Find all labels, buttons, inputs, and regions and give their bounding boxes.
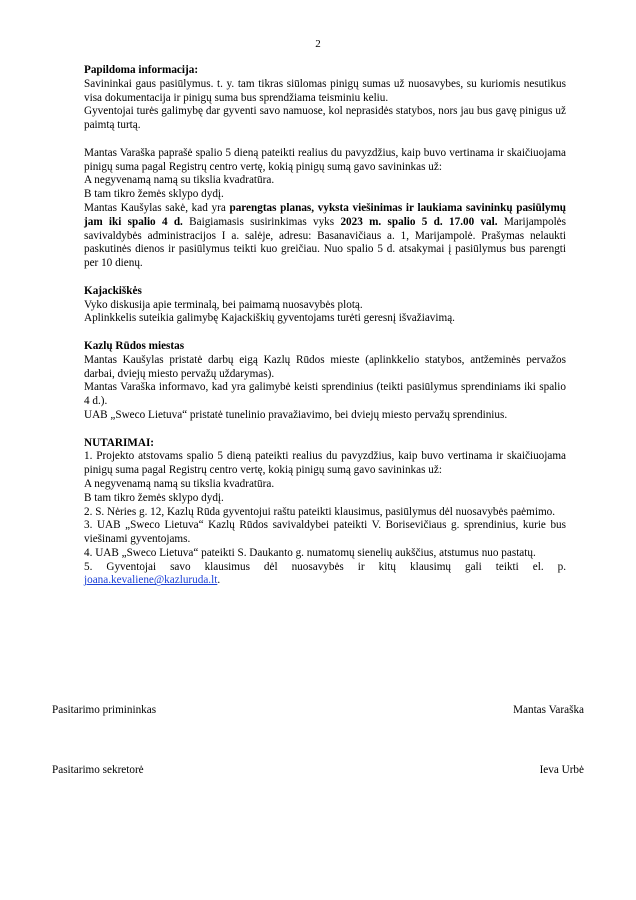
secretary-role: Pasitarimo sekretorė bbox=[52, 764, 144, 776]
text-run: Mantas Kaušylas sakė, kad yra bbox=[84, 201, 230, 214]
list-item: A negyvenamą namą su tikslia kvadratūra. bbox=[84, 477, 275, 490]
resolution-item: 2. S. Nėries g. 12, Kazlų Rūda gyventojui raštu pateikti klausimus, pasiūlymus dėl nuosavybės paėmimo. bbox=[84, 505, 556, 518]
paragraph: UAB „Sweco Lietuva“ pristatė tunelinio pravažiavimo, bei dviejų miesto pervažų sprendinius. bbox=[84, 408, 508, 421]
paragraph: Vyko diskusija apie terminalą, bei paimamą nuosavybės plotą. bbox=[84, 298, 363, 311]
list-item: B tam tikro žemės sklypo dydį. bbox=[84, 188, 224, 201]
resolution-item: 3. UAB „Sweco Lietuva“ Kazlų Rūdos savivaldybei pateikti V. Borisevičiaus g. sprendinius, kurie bus viešinami gyventojams. bbox=[84, 519, 566, 546]
section-heading-kajackiskes: Kajackiškės bbox=[84, 284, 142, 297]
section-heading-papildoma: Papildoma informacija: bbox=[84, 64, 199, 76]
text-run: Marijampolės savivaldybės administracijos I a. salėje, adresu: Basanavičiaus a. 1, Marijampolė. Prašymas nelaukti paskutinės dienos ir pasiūlymus teikti kuo greičiau. Nuo spalio 5 d. atsakymai į pasiūlymus bus parengti per 10 dienų. bbox=[84, 215, 566, 270]
signature-row-chair bbox=[52, 704, 584, 716]
paragraph-plan bbox=[84, 202, 566, 271]
text-run: 5. Gyventojai savo klausimus dėl nuosavybės ir kitų klausimų gali teikti el. p. bbox=[84, 560, 566, 573]
secretary-name: Ieva Urbė bbox=[539, 764, 584, 776]
list-item: B tam tikro žemės sklypo dydį. bbox=[84, 491, 224, 504]
list-item: A negyvenamą namą su tikslia kvadratūra. bbox=[84, 174, 275, 187]
text-run: Baigiamasis susirinkimas vyks bbox=[182, 215, 341, 228]
chair-role: Pasitarimo primininkas bbox=[52, 704, 157, 716]
document-body bbox=[84, 64, 566, 588]
bold-run: parengtas planas, vyksta viešinimas ir laukiama savininkų pasiūlymų jam iki spalio 4 d. bbox=[84, 201, 566, 228]
paragraph: Savininkai gaus pasiūlymus. t. y. tam tikras siūlomas pinigų sumas už nuosavybes, su kuriomis nesutikus visa dokumentacija ir pinigų suma bus sprendžiama teisminiu keliu. bbox=[84, 77, 566, 104]
paragraph: Mantas Kaušylas pristatė darbų eigą Kazlų Rūdos mieste (aplinkkelio statybos, antžeminės pervažos darbai, dviejų miesto pervažų uždarymas). bbox=[84, 353, 566, 380]
chair-name: Mantas Varaška bbox=[513, 704, 584, 716]
section-heading-nutarimai: NUTARIMAI: bbox=[84, 436, 155, 449]
resolution-item: 4. UAB „Sweco Lietuva“ pateikti S. Daukanto g. numatomų sienelių aukščius, atstumus nuo pastatų. bbox=[84, 546, 536, 559]
text-run: . bbox=[217, 574, 221, 587]
paragraph: Mantas Varaška informavo, kad yra galimybė keisti sprendinius (teikti pasiūlymus sprendiniams iki spalio 4 d.). bbox=[84, 381, 566, 408]
resolution-item bbox=[84, 561, 566, 589]
resolution-item: 1. Projekto atstovams spalio 5 dieną pateikti realius du pavyzdžius, kaip buvo vertinama ir skaičiuojama pinigų suma pagal Registrų centro vertę, kokią pinigų sumą gavo savininkas už: bbox=[84, 450, 566, 477]
paragraph: Aplinkkelis suteikia galimybę Kajackiškių gyventojams turėti geresnį išvažiavimą. bbox=[84, 312, 455, 325]
section-heading-kazlu-ruda: Kazlų Rūdos miestas bbox=[84, 339, 185, 352]
signature-row-secretary bbox=[52, 764, 584, 776]
bold-run: 2023 m. spalio 5 d. 17.00 val. bbox=[340, 215, 498, 228]
paragraph: Gyventojai turės galimybę dar gyventi savo namuose, kol neprasidės statybos, nors jau bus gavę pinigus už paimtą turtą. bbox=[84, 105, 566, 132]
email-link[interactable]: joana.kevaliene@kazluruda.lt bbox=[84, 574, 218, 587]
paragraph: Mantas Varaška paprašė spalio 5 dieną pateikti realius du pavyzdžius, kaip buvo vertinama ir skaičiuojama pinigų suma pagal Registrų centro vertę, kokią pinigų sumą gavo savininkas už: bbox=[84, 146, 566, 173]
page-number: 2 bbox=[315, 38, 321, 50]
